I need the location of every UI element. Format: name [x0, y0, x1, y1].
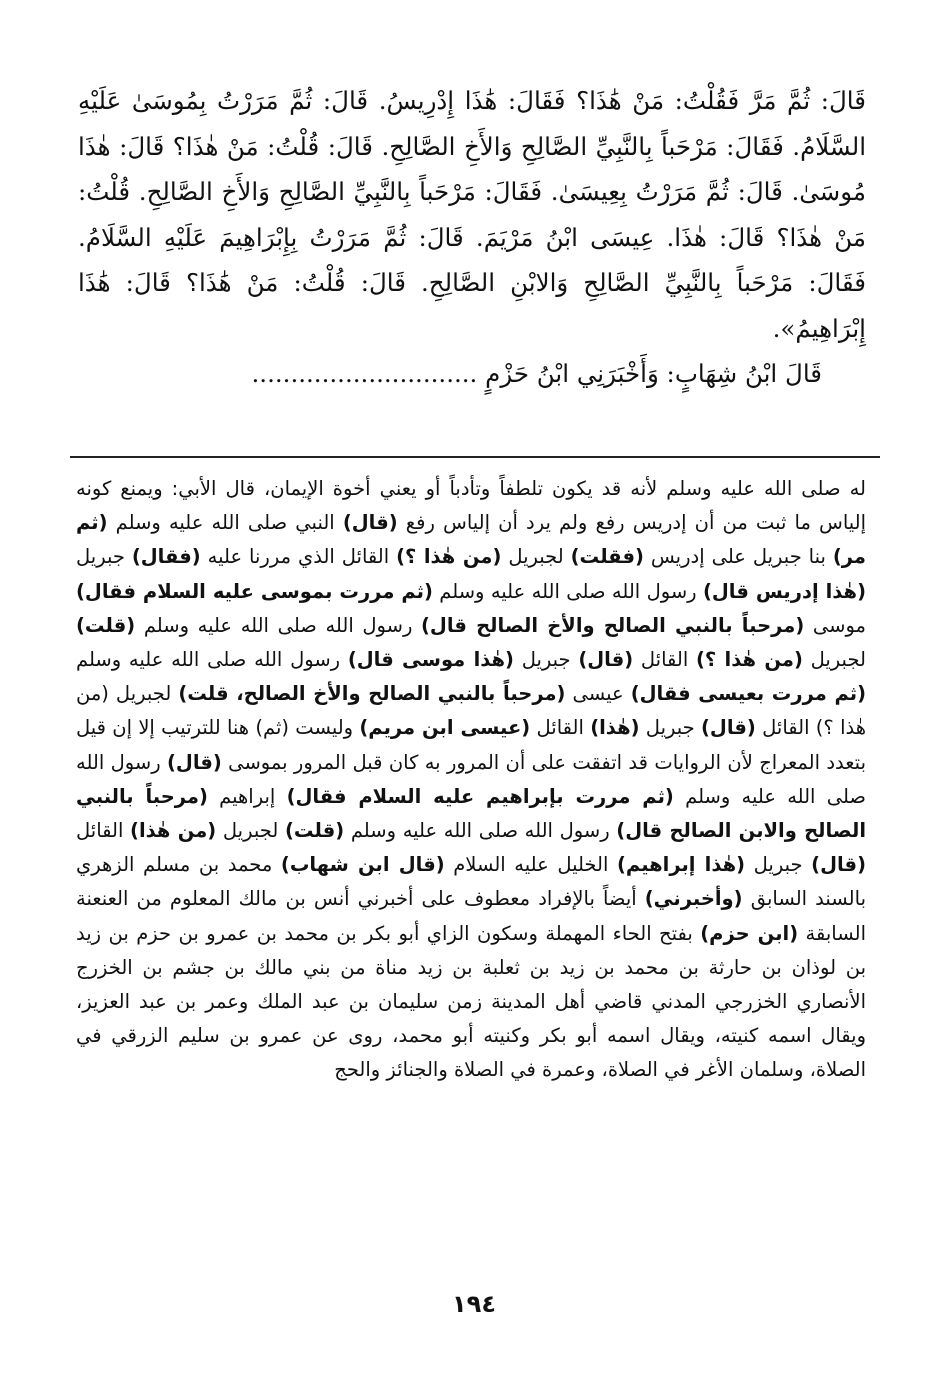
quoted-phrase: (ثم مر) [76, 511, 867, 569]
quoted-phrase: (من هٰذا ؟) [396, 545, 502, 569]
quoted-phrase: (مرحباً بالنبي الصالح والأخ الصالح، قلت) [178, 682, 566, 706]
commentary-text: جبريل [639, 716, 701, 740]
quoted-phrase: (ثم مررت بعيسى فقال) [630, 682, 866, 706]
commentary-text: القائل [76, 819, 131, 843]
commentary-text: رسول الله صلى الله عليه وسلم [432, 579, 703, 603]
commentary-text: لجبريل (من هٰذا ؟) القائل [76, 682, 867, 740]
commentary-text: رسول الله صلى الله عليه وسلم [344, 819, 617, 843]
commentary-text: لجبريل [216, 819, 285, 843]
commentary-text: رسول الله صلى الله عليه وسلم [76, 750, 866, 808]
footnote-divider [70, 456, 880, 458]
commentary-paragraph [76, 472, 866, 1088]
quoted-phrase: (ثم مررت بموسى عليه السلام فقال) [76, 579, 433, 603]
quoted-phrase: (قلت) [284, 819, 345, 843]
quoted-phrase: (مرحباً بالنبي الصالح والابن الصالح قال) [76, 784, 867, 843]
commentary-text: بنا جبريل على إدريس [643, 545, 833, 569]
commentary-text: إبراهيم [207, 784, 287, 808]
isnad-paragraph [78, 351, 866, 397]
quoted-phrase: (ثم مررت بإبراهيم عليه السلام فقال) [286, 784, 674, 808]
hadith-text [78, 78, 866, 397]
commentary-text: رسول الله صلى الله عليه وسلم [135, 613, 421, 637]
quoted-phrase: (عيسى ابن مريم) [359, 716, 531, 740]
commentary-notes [76, 472, 866, 1088]
commentary-text: جبريل [745, 853, 812, 877]
commentary-text: وليست (ثم) هنا للترتيب إلا إن قيل بتعدد المعراج لأن الروايات قد اتفقت على أن المرور به كان قبل المرور بموسى [76, 716, 866, 774]
commentary-text: النبي صلى الله عليه وسلم [107, 511, 343, 535]
commentary-text: جبريل [513, 648, 579, 672]
quoted-phrase: (قال) [166, 750, 222, 774]
hadith-paragraph: قَالَ: ثُمَّ مَرَّ فَقُلْتُ: مَنْ هَٰذَا؟ فَقَالَ: هَٰذَا إِدْرِيسُ. قَالَ: ثُمَّ مَرَرْتُ بِمُوسَىٰ عَلَيْهِ السَّلَامُ. فَقَالَ: مَرْحَباً بِالنَّبِيِّ الصَّالِحِ وَالأَخِ الصَّالِحِ. قَالَ: قُلْتُ: مَنْ هٰذَا؟ قَالَ: هٰذَا مُوسَىٰ. قَالَ: ثُمَّ مَرَرْتُ بِعِيسَىٰ. فَقَالَ: مَرْحَباً بِالنَّبِيِّ الصَّالِحِ وَالأَخِ الصَّالِحِ. قُلْتُ: مَنْ هٰذَا؟ قَالَ: هٰذَا. عِيسَى ابْنُ مَرْيَمَ. قَالَ: ثُمَّ مَرَرْتُ بِإِبْرَاهِيمَ عَلَيْهِ السَّلَامُ. فَقَالَ: مَرْحَباً بِالنَّبِيِّ الصَّالِحِ وَالابْنِ الصَّالِحِ. قَالَ: قُلْتُ: مَنْ هَٰذَا؟ قَالَ: هَٰذَا إِبْرَاهِيمُ». [78, 86, 866, 343]
commentary-text: أيضاً بالإفراد معطوف على أخبرني أنس بن مالك المعلوم من العنعنة السابقة [76, 887, 866, 945]
quoted-phrase: (قال) [811, 853, 866, 877]
quoted-phrase: (قال ابن شهاب) [280, 853, 445, 877]
quoted-phrase: (قال) [342, 511, 398, 535]
commentary-text: عيسى [565, 682, 631, 706]
quoted-phrase: (من هٰذا ؟) [696, 648, 803, 672]
quoted-phrase: (هٰذا إبراهيم) [616, 853, 746, 877]
commentary-text: الخليل عليه السلام [444, 853, 617, 877]
commentary-text: جبريل [76, 545, 132, 569]
commentary-text: لجبريل [802, 648, 866, 672]
quoted-phrase: (وأخبرني) [644, 887, 743, 911]
quoted-phrase: (مرحباً بالنبي الصالح والأخ الصالح قال) [420, 613, 805, 637]
commentary-text: القائل [530, 716, 591, 740]
quoted-phrase: (قلت) [76, 613, 136, 637]
isnad-line: قَالَ ابْنُ شِهَابٍ: وَأَخْبَرَنِي ابْنُ حَزْمٍ [485, 359, 822, 388]
commentary-text: له صلى الله عليه وسلم لأنه قد يكون تلطفاً وتأدباً أو يعني أخوة الإيمان، قال الأبي: ويمنع كونه إلياس ما ثبت من أن إدريس رفع ولم يرد أن إلياس رفع [76, 477, 867, 535]
commentary-text: رسول الله صلى الله عليه وسلم [76, 648, 348, 672]
commentary-text: محمد بن مسلم الزهري بالسند السابق [76, 853, 866, 911]
commentary-text: موسى [804, 613, 866, 637]
quoted-phrase: (فقلت) [570, 545, 644, 569]
quoted-phrase: (هٰذا إدريس قال) [702, 579, 866, 603]
commentary-text: القائل الذي مررنا عليه [200, 545, 397, 569]
page-number: ١٩٤ [452, 1290, 496, 1318]
quoted-phrase: (من هٰذا) [130, 819, 217, 843]
quoted-phrase: (قال) [578, 648, 634, 672]
quoted-phrase: (ابن حزم) [700, 921, 799, 945]
commentary-text: لجبريل [501, 545, 571, 569]
quoted-phrase: (هٰذا) [590, 716, 640, 740]
quoted-phrase: (قال) [701, 716, 756, 740]
commentary-text: بفتح الحاء المهملة وسكون الزاي أبو بكر بن محمد بن عمرو بن حزم بن زيد بن لوذان بن حارثة بن محمد بن زيد بن ثعلبة بن زيد مناة من بني مالك بن جشم بن الخزرج الأنصاري الخزرجي المدني قاضي أهل المدينة زمن سليمان بن عبد الملك وعمر بن عبد العزيز، ويقال اسمه كنيته، ويقال اسمه أبو بكر وكنيته أبو محمد، روى عن عمرو بن سليم الزرقي في الصلاة، وسلمان الأغر في الصلاة، وعمرة في الصلاة والجنائز والحج [76, 921, 866, 1082]
quoted-phrase: (هٰذا موسى قال) [347, 648, 514, 672]
continuation-dots: ............................. [251, 359, 478, 388]
commentary-text: القائل [633, 648, 696, 672]
quoted-phrase: (فقال) [131, 545, 201, 569]
